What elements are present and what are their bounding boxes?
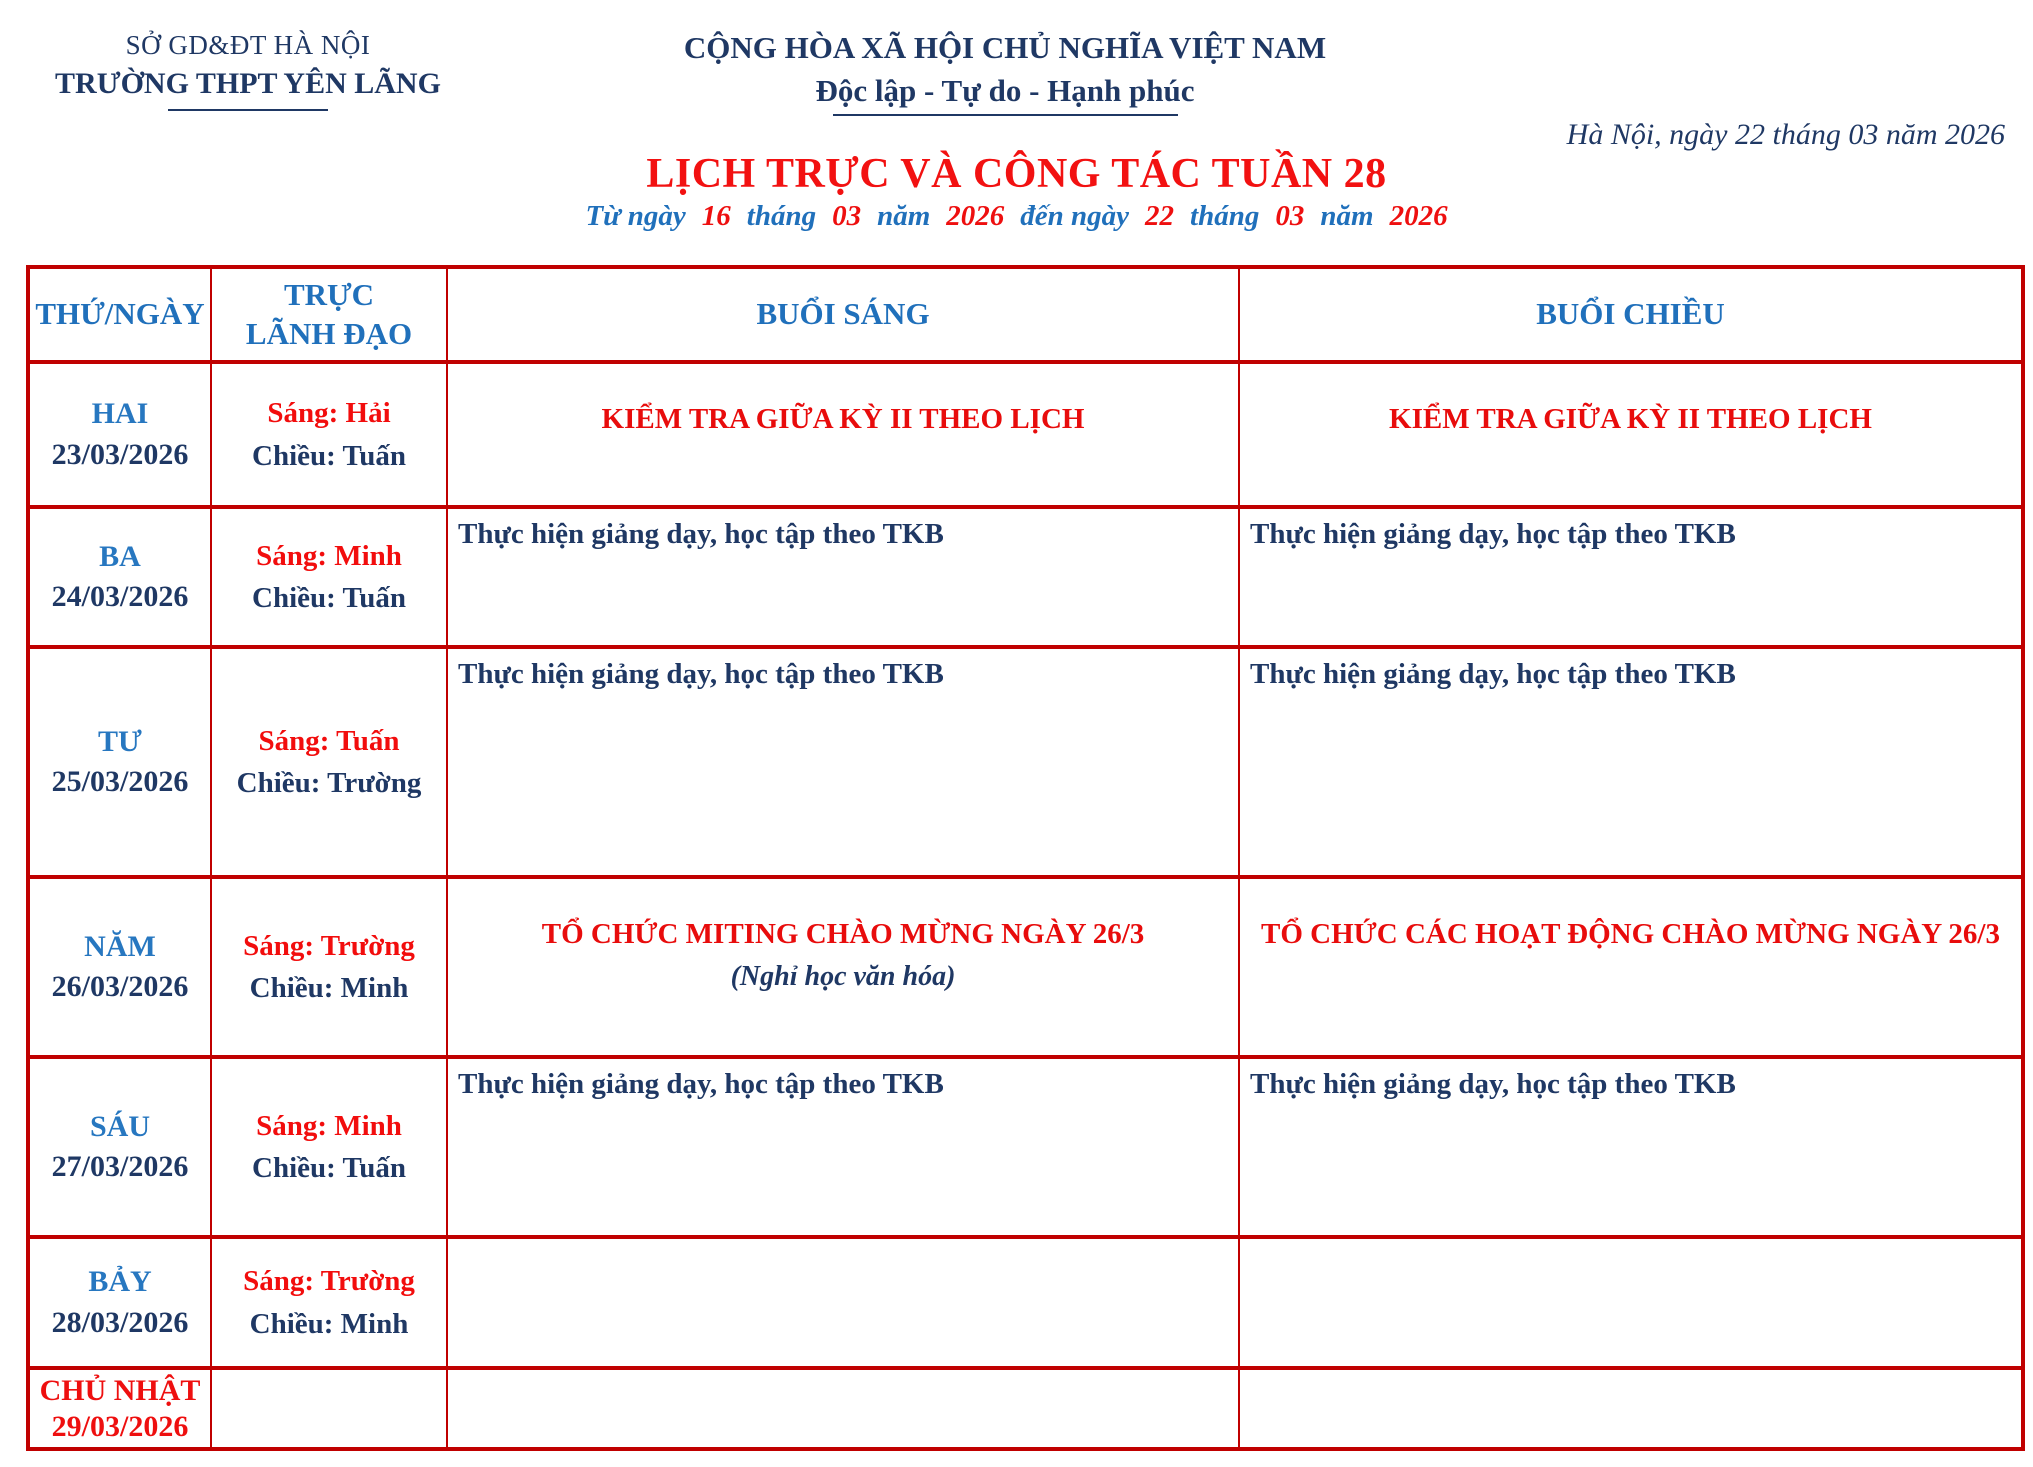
col-header-duty-line1: TRỰC	[283, 276, 375, 312]
date-range-subtitle	[0, 200, 2033, 233]
col-header-morning-label: BUỔI SÁNG	[756, 296, 930, 332]
morning-cell	[448, 364, 1240, 505]
table-header-row	[30, 269, 2021, 364]
col-header-morning	[448, 269, 1240, 360]
org-underline	[168, 109, 328, 111]
day-date: 28/03/2026	[51, 1305, 189, 1339]
duty-cell	[212, 1239, 448, 1366]
date-range-label: tháng	[746, 200, 817, 232]
day-date: 23/03/2026	[51, 437, 189, 471]
table-row	[30, 509, 2021, 649]
day-name: NĂM	[84, 929, 156, 963]
schedule-entry: (Nghỉ học văn hóa)	[730, 961, 956, 993]
national-motto-line2: Độc lập - Tự do - Hạnh phúc	[815, 73, 1195, 108]
day-name: CHỦ NHẬT	[39, 1373, 201, 1407]
morning-cell	[448, 1239, 1240, 1366]
schedule-entry: KIỂM TRA GIỮA KỲ II THEO LỊCH	[601, 403, 1085, 435]
day-cell	[30, 509, 212, 645]
morning-cell	[448, 509, 1240, 645]
day-date: 24/03/2026	[51, 580, 189, 613]
date-range-label: tháng	[1190, 200, 1260, 232]
date-range-label: đến ngày	[1020, 200, 1130, 232]
afternoon-cell	[1240, 364, 2021, 505]
org-header	[48, 30, 448, 111]
national-header	[600, 30, 1410, 116]
morning-cell	[448, 649, 1240, 875]
col-header-day-label: THỨ/NGÀY	[35, 296, 205, 332]
motto-underline	[833, 114, 1178, 116]
date-range-value: 16	[701, 200, 731, 232]
schedule-entry: TỔ CHỨC CÁC HOẠT ĐỘNG CHÀO MỪNG NGÀY 26/3	[1261, 918, 2000, 950]
schedule-table	[26, 265, 2025, 1451]
schedule-entry: TỔ CHỨC MITING CHÀO MỪNG NGÀY 26/3	[541, 918, 1145, 950]
day-name: BA	[99, 539, 141, 573]
duty-cell	[212, 1059, 448, 1235]
afternoon-cell	[1240, 509, 2021, 645]
col-header-duty	[212, 269, 448, 360]
table-row	[30, 879, 2021, 1059]
col-header-day	[30, 269, 212, 360]
col-header-afternoon-label: BUỔI CHIỀU	[1536, 296, 1725, 332]
schedule-entry: Thực hiện giảng dạy, học tập theo TKB	[458, 1068, 944, 1100]
col-header-duty-line2: LÃNH ĐẠO	[245, 315, 413, 351]
day-cell	[30, 879, 212, 1055]
day-cell	[30, 364, 212, 505]
date-range-value: 2026	[1389, 200, 1448, 232]
duty-morning: Sáng: Trường	[243, 929, 415, 962]
day-cell	[30, 1370, 212, 1447]
date-range-value: 03	[832, 200, 862, 232]
schedule-entry: Thực hiện giảng dạy, học tập theo TKB	[458, 658, 944, 690]
duty-morning: Sáng: Tuấn	[258, 724, 400, 757]
duty-morning: Sáng: Minh	[256, 1109, 402, 1142]
duty-afternoon: Chiều: Tuấn	[252, 1152, 406, 1184]
schedule-entry: KIỂM TRA GIỮA KỲ II THEO LỊCH	[1389, 403, 1872, 435]
table-row	[30, 649, 2021, 879]
duty-afternoon: Chiều: Tuấn	[252, 582, 406, 614]
afternoon-cell	[1240, 1239, 2021, 1366]
day-date: 29/03/2026	[51, 1409, 189, 1443]
morning-cell	[448, 1059, 1240, 1235]
table-row	[30, 1239, 2021, 1370]
page-title: LỊCH TRỰC VÀ CÔNG TÁC TUẦN 28	[646, 151, 1387, 197]
duty-cell	[212, 1370, 448, 1447]
day-cell	[30, 1059, 212, 1235]
duty-morning: Sáng: Hải	[267, 397, 391, 430]
table-row	[30, 1059, 2021, 1239]
date-range-label: năm	[1320, 200, 1374, 232]
day-cell	[30, 1239, 212, 1366]
org-department: SỞ GD&ĐT HÀ NỘI	[125, 30, 371, 60]
duty-cell	[212, 649, 448, 875]
schedule-rows	[30, 364, 2021, 1447]
org-school-name: TRƯỜNG THPT YÊN LÃNG	[55, 67, 441, 100]
duty-morning: Sáng: Trường	[243, 1265, 415, 1298]
dateline: Hà Nội, ngày 22 tháng 03 năm 2026	[1566, 118, 2005, 151]
col-header-afternoon	[1240, 269, 2021, 360]
schedule-entry: Thực hiện giảng dạy, học tập theo TKB	[1250, 1068, 1736, 1100]
afternoon-cell	[1240, 879, 2021, 1055]
day-date: 25/03/2026	[51, 765, 189, 798]
duty-cell	[212, 509, 448, 645]
afternoon-cell	[1240, 1370, 2021, 1447]
schedule-entry: Thực hiện giảng dạy, học tập theo TKB	[458, 518, 944, 550]
duty-afternoon: Chiều: Minh	[249, 972, 409, 1004]
schedule-entry: Thực hiện giảng dạy, học tập theo TKB	[1250, 658, 1736, 690]
day-name: BẢY	[88, 1265, 152, 1298]
date-range-label: Từ ngày	[585, 200, 686, 232]
morning-cell	[448, 1370, 1240, 1447]
day-cell	[30, 649, 212, 875]
day-name: HAI	[91, 397, 149, 430]
date-range-value: 03	[1275, 200, 1305, 232]
morning-cell	[448, 879, 1240, 1055]
day-date: 27/03/2026	[51, 1150, 189, 1183]
day-date: 26/03/2026	[51, 970, 189, 1003]
day-name: TƯ	[98, 724, 142, 758]
afternoon-cell	[1240, 1059, 2021, 1235]
table-row	[30, 364, 2021, 509]
date-range-value: 2026	[946, 200, 1005, 232]
duty-cell	[212, 364, 448, 505]
national-motto-line1: CỘNG HÒA XÃ HỘI CHỦ NGHĨA VIỆT NAM	[683, 30, 1327, 65]
duty-afternoon: Chiều: Minh	[249, 1307, 409, 1340]
duty-afternoon: Chiều: Tuấn	[252, 439, 406, 472]
duty-afternoon: Chiều: Trường	[236, 767, 422, 799]
schedule-entry: Thực hiện giảng dạy, học tập theo TKB	[1250, 518, 1736, 550]
date-range-value: 22	[1145, 200, 1175, 232]
date-range-label: năm	[877, 200, 931, 232]
duty-cell	[212, 879, 448, 1055]
day-name: SÁU	[89, 1109, 150, 1143]
afternoon-cell	[1240, 649, 2021, 875]
duty-morning: Sáng: Minh	[256, 539, 402, 572]
table-row	[30, 1370, 2021, 1447]
